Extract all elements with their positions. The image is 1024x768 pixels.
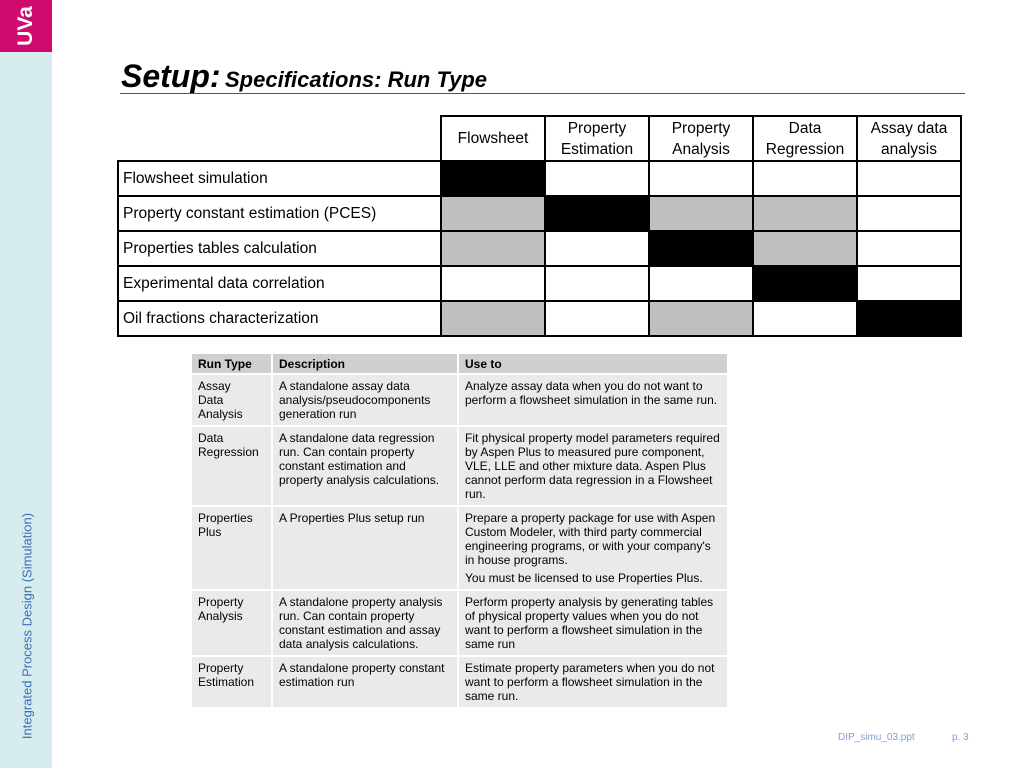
run-type-name: Property Analysis	[191, 590, 272, 656]
run-type-row	[191, 426, 728, 506]
run-type-description: A Properties Plus setup run	[272, 506, 458, 590]
slide-title	[121, 58, 487, 95]
run-type-matrix	[117, 115, 962, 337]
matrix-body	[118, 161, 961, 336]
matrix-row-label: Property constant estimation (PCES)	[118, 196, 441, 231]
matrix-cell-gray	[753, 231, 857, 266]
matrix-row-label: Flowsheet simulation	[118, 161, 441, 196]
matrix-row	[118, 196, 961, 231]
sidebar-vertical-title: Integrated Process Design (Simulation)	[19, 512, 35, 740]
use-to-paragraph: Analyze assay data when you do not want to perform a flowsheet simulation in the same run.	[465, 379, 718, 407]
matrix-column-header: Flowsheet	[441, 116, 545, 161]
run-type-row	[191, 590, 728, 656]
matrix-cell-white	[753, 301, 857, 336]
use-to-paragraph: You must be licensed to use Properties Plus.	[465, 571, 703, 585]
matrix-cell-white	[857, 266, 961, 301]
run-type-table	[190, 352, 729, 709]
matrix-cell-gray	[753, 196, 857, 231]
uva-logo	[0, 0, 52, 52]
matrix-cell-black	[857, 301, 961, 336]
matrix-cell-white	[649, 266, 753, 301]
matrix-row-label: Oil fractions characterization	[118, 301, 441, 336]
matrix-cell-white	[857, 196, 961, 231]
run-type-description: A standalone property constant estimation run	[272, 656, 458, 708]
title-main: Setup:	[121, 58, 221, 94]
title-sub: Specifications: Run Type	[225, 67, 488, 92]
matrix-row	[118, 266, 961, 301]
matrix-cell-white	[649, 161, 753, 196]
matrix-header-row	[118, 116, 961, 161]
run-type-row	[191, 374, 728, 426]
run-type-name: Properties Plus	[191, 506, 272, 590]
matrix-cell-gray	[441, 231, 545, 266]
header-run-type: Run Type	[191, 353, 272, 374]
use-to-paragraph: Fit physical property model parameters required by Aspen Plus to measured pure component, VLE, LLE and other mixture data. Aspen Plus cannot perform data regression in a Flowsheet run.	[465, 431, 720, 501]
run-type-row	[191, 506, 728, 590]
matrix-cell-gray	[649, 301, 753, 336]
run-type-row	[191, 656, 728, 708]
matrix-cell-white	[441, 266, 545, 301]
matrix-row-label: Properties tables calculation	[118, 231, 441, 266]
matrix-cell-gray	[649, 196, 753, 231]
matrix-row-label: Experimental data correlation	[118, 266, 441, 301]
title-divider	[120, 93, 965, 94]
matrix-cell-white	[545, 301, 649, 336]
matrix-corner	[118, 116, 441, 161]
run-type-use-to	[458, 374, 728, 426]
matrix-cell-black	[441, 161, 545, 196]
run-type-use-to	[458, 590, 728, 656]
run-type-header-row	[191, 353, 728, 374]
footer-filename: DIP_simu_03.ppt	[838, 732, 915, 743]
run-type-name: Property Estimation	[191, 656, 272, 708]
matrix-column-header: Data Regression	[753, 116, 857, 161]
use-to-paragraph: Prepare a property package for use with Aspen Custom Modeler, with third party commercial engineering programs, or with your company's in house programs.	[465, 511, 716, 567]
matrix-row	[118, 301, 961, 336]
matrix-column-header: Property Estimation	[545, 116, 649, 161]
matrix-column-header: Property Analysis	[649, 116, 753, 161]
matrix-row	[118, 161, 961, 196]
run-type-use-to	[458, 656, 728, 708]
sidebar-band	[0, 0, 52, 768]
matrix-cell-black	[649, 231, 753, 266]
matrix-row	[118, 231, 961, 266]
run-type-description: A standalone assay data analysis/pseudocomponents generation run	[272, 374, 458, 426]
matrix-cell-white	[545, 161, 649, 196]
run-type-name: Data Regression	[191, 426, 272, 506]
matrix-cell-white	[545, 231, 649, 266]
use-to-paragraph: Perform property analysis by generating tables of physical property values when you do not want to perform a flowsheet simulation in the same run	[465, 595, 714, 651]
header-use-to: Use to	[458, 353, 728, 374]
use-to-paragraph: Estimate property parameters when you do not want to perform a flowsheet simulation in the same run.	[465, 661, 715, 703]
run-type-use-to	[458, 506, 728, 590]
matrix-cell-black	[753, 266, 857, 301]
matrix-cell-white	[857, 231, 961, 266]
run-type-body	[191, 374, 728, 708]
matrix-cell-white	[857, 161, 961, 196]
footer-page-number: p. 3	[952, 732, 969, 743]
matrix-cell-gray	[441, 196, 545, 231]
matrix-cell-gray	[441, 301, 545, 336]
matrix-cell-white	[753, 161, 857, 196]
run-type-description: A standalone property analysis run. Can contain property constant estimation and assay data analysis calculations.	[272, 590, 458, 656]
matrix-cell-black	[545, 196, 649, 231]
run-type-name: Assay Data Analysis	[191, 374, 272, 426]
run-type-description: A standalone data regression run. Can contain property constant estimation and property analysis calculations.	[272, 426, 458, 506]
matrix-cell-white	[545, 266, 649, 301]
run-type-use-to	[458, 426, 728, 506]
matrix-column-header: Assay data analysis	[857, 116, 961, 161]
logo-text: UVa	[14, 6, 37, 46]
header-description: Description	[272, 353, 458, 374]
